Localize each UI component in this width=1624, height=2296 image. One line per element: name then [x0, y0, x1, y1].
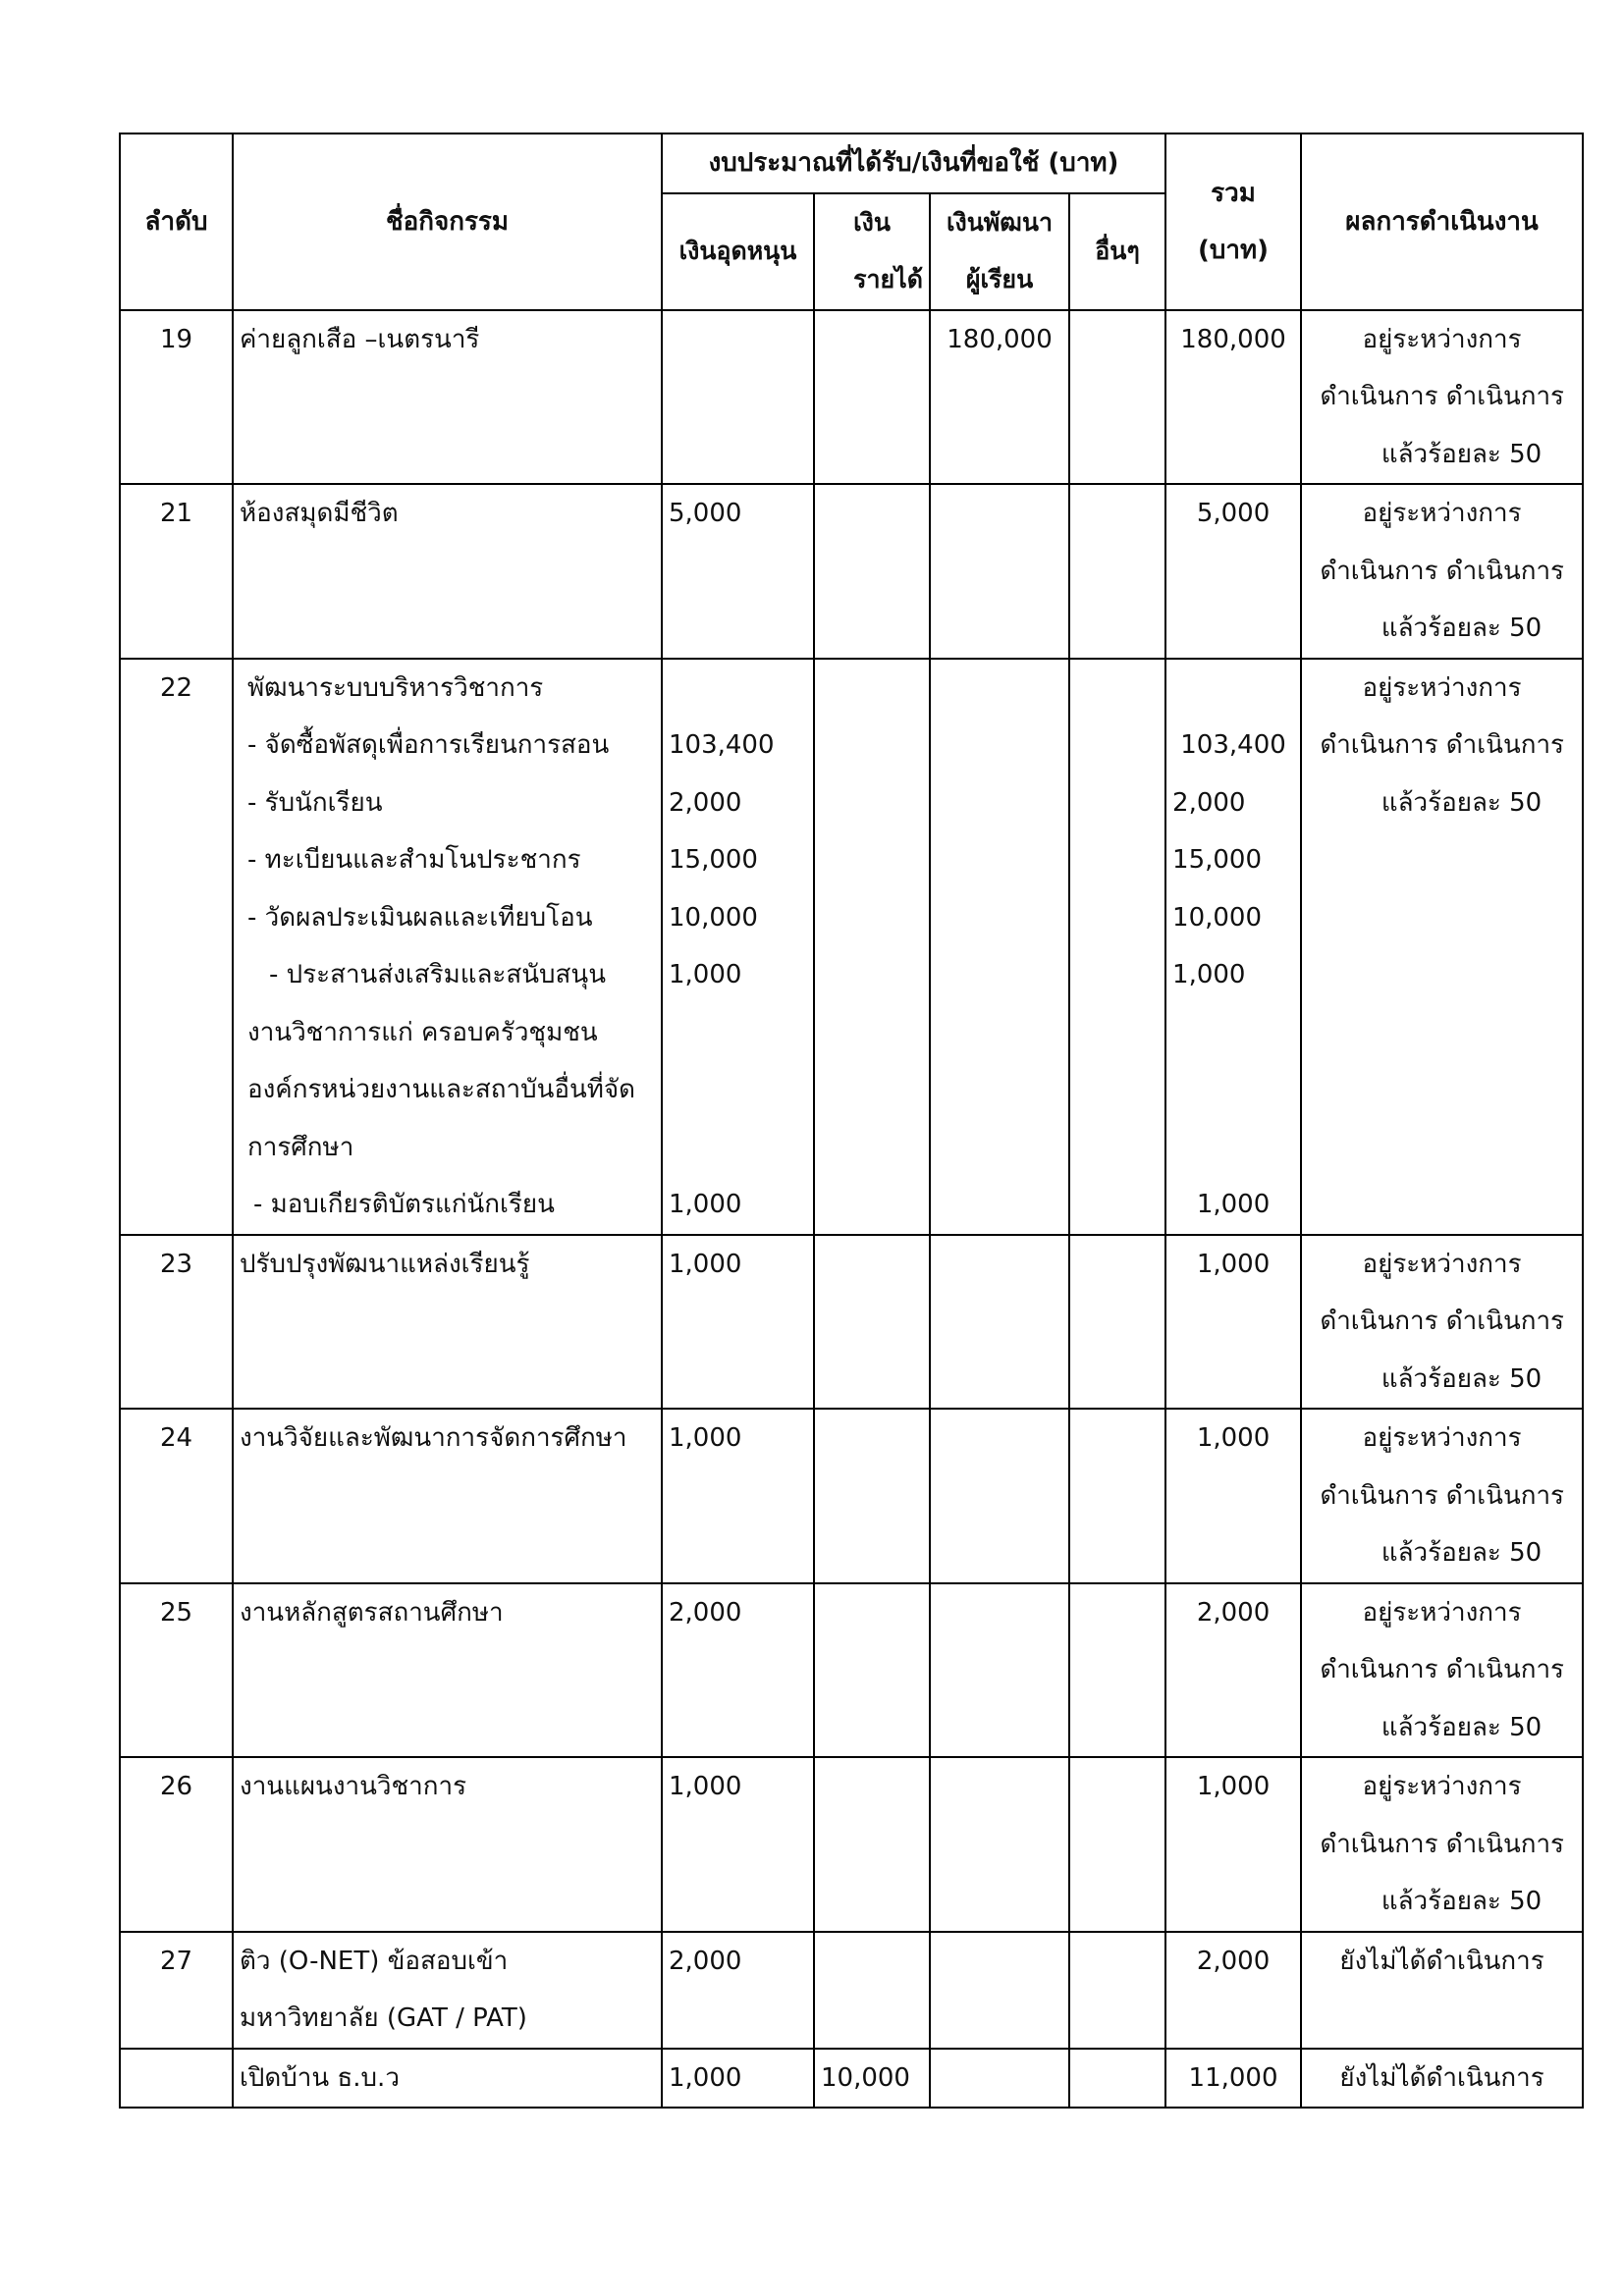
- row-devfund: [930, 484, 1069, 659]
- row-income: [814, 1932, 930, 2049]
- row-subsidy: [662, 310, 814, 485]
- status-line-2: ดำเนินการ ดำเนินการ: [1320, 730, 1565, 760]
- status-line-2: ดำเนินการ ดำเนินการ: [1320, 1307, 1565, 1336]
- header-devfund: [930, 193, 1069, 310]
- header-row-1: [120, 133, 1583, 193]
- table-row: [120, 310, 1583, 485]
- row-other: [1069, 310, 1165, 485]
- sub-item: - ประสานส่งเสริมและสนับสนุน: [269, 960, 606, 989]
- header-other: อื่นๆ: [1069, 193, 1165, 310]
- row-other: [1069, 484, 1165, 659]
- row-income: [814, 310, 930, 485]
- row-income: 10,000: [814, 2049, 930, 2109]
- row-devfund: [930, 1757, 1069, 1932]
- table-row: [120, 484, 1583, 659]
- status-line-2: ดำเนินการ ดำเนินการ: [1320, 1829, 1565, 1859]
- row-income: [814, 1757, 930, 1932]
- header-devfund-l2: ผู้เรียน: [965, 265, 1034, 294]
- row-income: [814, 659, 930, 1235]
- budget-table: [119, 133, 1584, 2109]
- status-line-2: ดำเนินการ ดำเนินการ: [1320, 1480, 1565, 1511]
- row-total: 2,000: [1165, 1932, 1301, 2049]
- row-status: ยังไม่ได้ดำเนินการ: [1301, 2049, 1583, 2109]
- row-no: 25: [120, 1583, 233, 1758]
- row-total: 1,000: [1165, 1235, 1301, 1410]
- sub-subsidy: 103,400: [669, 730, 775, 760]
- status-line-1: อยู่ระหว่างการ: [1362, 1423, 1522, 1453]
- sub-item: - มอบเกียรติบัตรแก่นักเรียน: [253, 1190, 555, 1219]
- status-line-3: แล้วร้อยละ 50: [1380, 787, 1543, 818]
- sub-subsidy: 1,000: [669, 960, 742, 989]
- row-activity: [233, 659, 662, 1235]
- row-activity: เปิดบ้าน ธ.บ.ว: [233, 2049, 662, 2109]
- table-row: [120, 1235, 1583, 1410]
- header-total-l2: (บาท): [1198, 235, 1270, 265]
- sub-item: - รับนักเรียน: [247, 787, 383, 818]
- status-line-2: ดำเนินการ ดำเนินการ: [1320, 1655, 1565, 1684]
- row-total: 1,000: [1165, 1409, 1301, 1583]
- status-line-3: แล้วร้อยละ 50: [1380, 1712, 1543, 1742]
- sub-item: - จัดซื้อพัสดุเพื่อการเรียนการสอน: [247, 730, 610, 760]
- status-line-3: แล้วร้อยละ 50: [1380, 1887, 1543, 1916]
- row-no: 23: [120, 1235, 233, 1410]
- row-income: [814, 1235, 930, 1410]
- row-no: 24: [120, 1409, 233, 1583]
- row-subsidy: 1,000: [662, 1757, 814, 1932]
- sub-subsidy: 15,000: [669, 845, 758, 875]
- row-other: [1069, 1235, 1165, 1410]
- row-devfund: [930, 659, 1069, 1235]
- row-devfund: [930, 1583, 1069, 1758]
- row-other: [1069, 1583, 1165, 1758]
- sub-total: 1,000: [1172, 960, 1246, 989]
- row-status: [1301, 1409, 1583, 1583]
- sub-subsidy: 2,000: [669, 787, 742, 818]
- header-devfund-l1: เงินพัฒนา: [946, 207, 1054, 237]
- table-row: [120, 1409, 1583, 1583]
- sub-item: - วัดผลประเมินผลและเทียบโอน: [247, 902, 593, 933]
- row-activity: งานหลักสูตรสถานศึกษา: [233, 1583, 662, 1758]
- table-row: [120, 2049, 1583, 2109]
- activity-line-2: มหาวิทยาลัย (GAT / PAT): [240, 2003, 527, 2033]
- status-line-3: แล้วร้อยละ 50: [1380, 1363, 1543, 1394]
- row-status: [1301, 310, 1583, 485]
- row-status: [1301, 659, 1583, 1235]
- table-row: [120, 1583, 1583, 1758]
- row-no: 27: [120, 1932, 233, 2049]
- row-activity: [233, 1932, 662, 2049]
- row-devfund: [930, 1932, 1069, 2049]
- table-row: [120, 659, 1583, 1235]
- status-line-3: แล้วร้อยละ 50: [1380, 614, 1543, 643]
- sub-total: 2,000: [1172, 787, 1246, 818]
- row-total: 2,000: [1165, 1583, 1301, 1758]
- status-line-3: แล้วร้อยละ 50: [1380, 1538, 1543, 1568]
- header-total-l1: รวม: [1211, 178, 1256, 208]
- row-other: [1069, 1932, 1165, 2049]
- row-subsidy: [662, 659, 814, 1235]
- header-total: [1165, 133, 1301, 310]
- sub-item-cont: งานวิชาการแก่ ครอบครัวชุมชน: [247, 1017, 598, 1047]
- row-subsidy: 1,000: [662, 2049, 814, 2109]
- row-status: [1301, 1583, 1583, 1758]
- status-line-2: ดำเนินการ ดำเนินการ: [1320, 556, 1565, 586]
- status-line-1: อยู่ระหว่างการ: [1362, 1772, 1522, 1801]
- row-other: [1069, 2049, 1165, 2109]
- status-line-1: อยู่ระหว่างการ: [1362, 324, 1522, 354]
- row-activity: ค่ายลูกเสือ –เนตรนารี: [233, 310, 662, 485]
- sub-item: - ทะเบียนและสำมโนประชากร: [247, 845, 581, 875]
- row-subsidy: 1,000: [662, 1409, 814, 1583]
- row-devfund: [930, 2049, 1069, 2109]
- sub-total: 103,400: [1180, 730, 1286, 760]
- activity-title: พัฒนาระบบบริหารวิชาการ: [247, 672, 544, 703]
- row-devfund: [930, 1409, 1069, 1583]
- activity-line-1: ติว (O-NET) ข้อสอบเข้า: [240, 1946, 509, 1976]
- row-total: [1165, 659, 1301, 1235]
- row-no: 22: [120, 659, 233, 1235]
- row-status: [1301, 1235, 1583, 1410]
- row-subsidy: 2,000: [662, 1583, 814, 1758]
- row-activity: งานแผนงานวิชาการ: [233, 1757, 662, 1932]
- row-subsidy: 2,000: [662, 1932, 814, 2049]
- row-activity: งานวิจัยและพัฒนาการจัดการศึกษา: [233, 1409, 662, 1583]
- sub-total: 1,000: [1196, 1190, 1271, 1219]
- header-income-l1: เงิน: [853, 207, 891, 237]
- row-total: 11,000: [1165, 2049, 1301, 2109]
- row-subsidy: 5,000: [662, 484, 814, 659]
- row-income: [814, 1409, 930, 1583]
- row-total: 1,000: [1165, 1757, 1301, 1932]
- row-no: 19: [120, 310, 233, 485]
- sub-item-cont: องค์กรหน่วยงานและสถาบันอื่นที่จัด: [247, 1075, 636, 1104]
- row-no: [120, 2049, 233, 2109]
- sub-item-cont: การศึกษา: [247, 1132, 354, 1162]
- header-no: ลำดับ: [120, 133, 233, 310]
- sub-total: 10,000: [1172, 902, 1263, 933]
- sub-subsidy: 1,000: [669, 1190, 742, 1219]
- row-status: [1301, 1757, 1583, 1932]
- row-no: 26: [120, 1757, 233, 1932]
- row-subsidy: 1,000: [662, 1235, 814, 1410]
- row-activity: ปรับปรุงพัฒนาแหล่งเรียนรู้: [233, 1235, 662, 1410]
- status-line-1: อยู่ระหว่างการ: [1362, 672, 1522, 703]
- row-other: [1069, 1409, 1165, 1583]
- header-activity: ชื่อกิจกรรม: [233, 133, 662, 310]
- row-devfund: 180,000: [930, 310, 1069, 485]
- row-activity: ห้องสมุดมีชีวิต: [233, 484, 662, 659]
- sub-total: 15,000: [1172, 845, 1263, 875]
- table-row: [120, 1932, 1583, 2049]
- row-no: 21: [120, 484, 233, 659]
- status-line-1: อยู่ระหว่างการ: [1362, 1597, 1522, 1628]
- row-total: 180,000: [1165, 310, 1301, 485]
- status-line-1: อยู่ระหว่างการ: [1362, 1249, 1522, 1279]
- status-line-1: อยู่ระหว่างการ: [1362, 499, 1522, 528]
- header-budget-group: งบประมาณที่ได้รับ/เงินที่ขอใช้ (บาท): [662, 133, 1165, 193]
- row-devfund: [930, 1235, 1069, 1410]
- status-line-2: ดำเนินการ ดำเนินการ: [1320, 382, 1565, 411]
- row-income: [814, 1583, 930, 1758]
- row-status: ยังไม่ได้ดำเนินการ: [1301, 1932, 1583, 2049]
- row-status: [1301, 484, 1583, 659]
- sub-subsidy: 10,000: [669, 902, 758, 933]
- header-income: [814, 193, 930, 310]
- status-line-3: แล้วร้อยละ 50: [1380, 439, 1543, 469]
- table-row: [120, 1757, 1583, 1932]
- row-other: [1069, 659, 1165, 1235]
- row-income: [814, 484, 930, 659]
- row-other: [1069, 1757, 1165, 1932]
- header-income-l2: รายได้: [853, 265, 923, 294]
- row-total: 5,000: [1165, 484, 1301, 659]
- header-result: ผลการดำเนินงาน: [1301, 133, 1583, 310]
- header-subsidy: เงินอุดหนุน: [662, 193, 814, 310]
